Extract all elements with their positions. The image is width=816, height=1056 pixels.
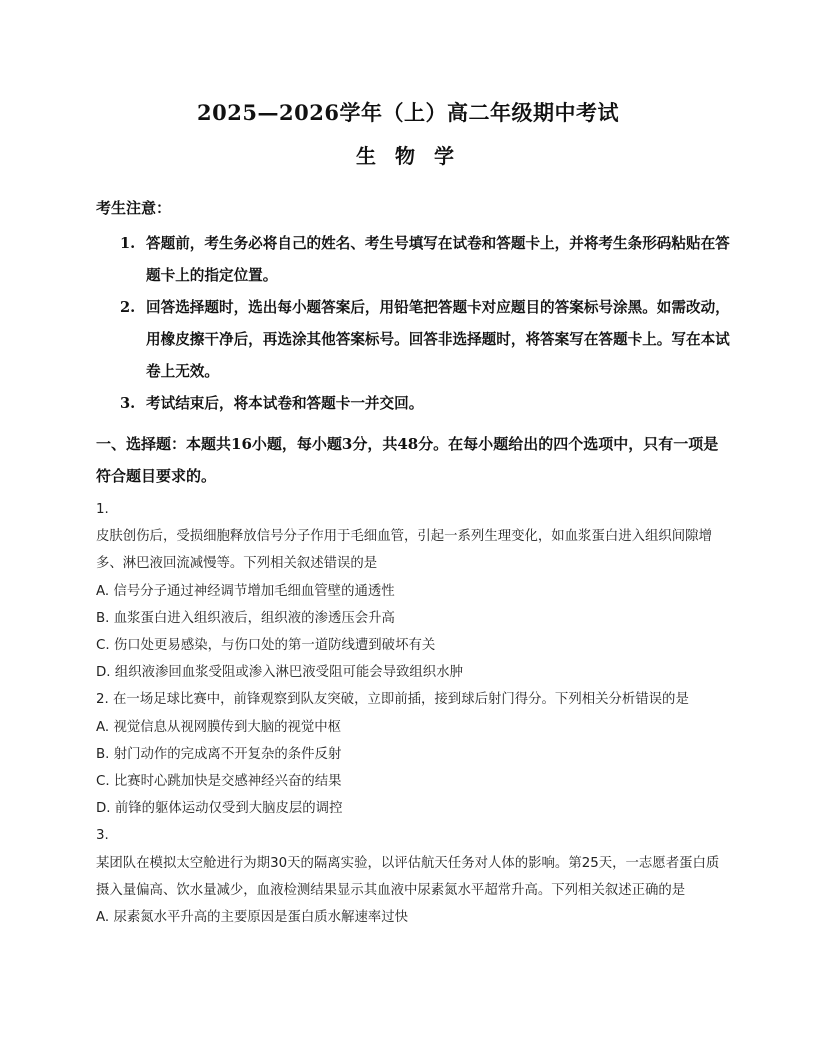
notice-item [120, 292, 730, 388]
question-number: 2. [96, 692, 109, 708]
question-option: A. 尿素氮水平升高的主要原因是蛋白质水解速率过快 [96, 910, 409, 926]
question-option: C. 比赛时心跳加快是交感神经兴奋的结果 [96, 774, 342, 790]
question-number: 3. [96, 828, 109, 844]
notice-item-text: 回答选择题时，选出每小题答案后，用铅笔把答题卡对应题目的答案标号涂黑。如需改动，用橡皮擦干净后，再选涂其他答案标号。回答非选择题时，将答案写在答题卡上。写在本试卷上无效。 [146, 299, 730, 380]
question-option: C. 伤口处更易感染，与伤口处的第一道防线遭到破坏有关 [96, 638, 436, 654]
question-number: 1. [96, 502, 109, 517]
question-option: D. 组织液渗回血浆受阻或渗入淋巴液受阻可能会导致组织水肿 [96, 665, 463, 681]
question-option: A. 信号分子通过神经调节增加毛细血管壁的通透性 [96, 583, 395, 599]
notice-item-text: 考试结束后，将本试卷和答题卡一并交回。 [146, 395, 424, 412]
question-option: D. 前锋的躯体运动仅受到大脑皮层的调控 [96, 801, 343, 817]
notice-item-text: 答题前，考生务必将自己的姓名、考生号填写在试卷和答题卡上，并将考生条形码粘贴在答题卡上的指定位置。 [146, 235, 730, 284]
section-heading: 一、选择题：本题共16小题，每小题3分，共48分。在每小题给出的四个选项中，只有一项是符合题目要求的。 [96, 435, 719, 485]
question-list [96, 496, 720, 931]
question-option: B. 射门动作的完成离不开复杂的条件反射 [96, 746, 342, 762]
question-stem: 皮肤创伤后，受损细胞释放信号分子作用于毛细血管，引起一系列生理变化，如血浆蛋白进入组织间隙增多、淋巴液回流减慢等。下列相关叙述错误的是 [96, 529, 712, 572]
question-option: B. 血浆蛋白进入组织液后，组织液的渗透压会升高 [96, 610, 395, 626]
question-stem-text: 在一场足球比赛中，前锋观察到队友突破，立即前插，接到球后射门得分。下列相关分析错误的是 [113, 692, 689, 708]
subject-title: 生 物 学 [356, 144, 460, 168]
notice-item-number: 3. [120, 395, 136, 412]
question-stem [96, 686, 720, 713]
question-stem: 某团队在模拟太空舱进行为期30天的隔离实验，以评估航天任务对人体的影响。第25天，一志愿者蛋白质摄入量偏高、饮水量减少，血液检测结果显示其血液中尿素氮水平超常升高。下列相关叙述正确的是 [96, 855, 720, 898]
notice-item-number: 1. [120, 235, 136, 252]
notice-item-number: 2. [120, 299, 136, 316]
notice-heading: 考生注意： [96, 199, 172, 217]
notice-item [120, 388, 730, 420]
notice-list [120, 228, 730, 420]
notice-item [120, 228, 730, 292]
question-option: A. 视觉信息从视网膜传到大脑的视觉中枢 [96, 719, 342, 735]
exam-title: 2025—2026学年（上）高二年级期中考试 [197, 100, 619, 125]
